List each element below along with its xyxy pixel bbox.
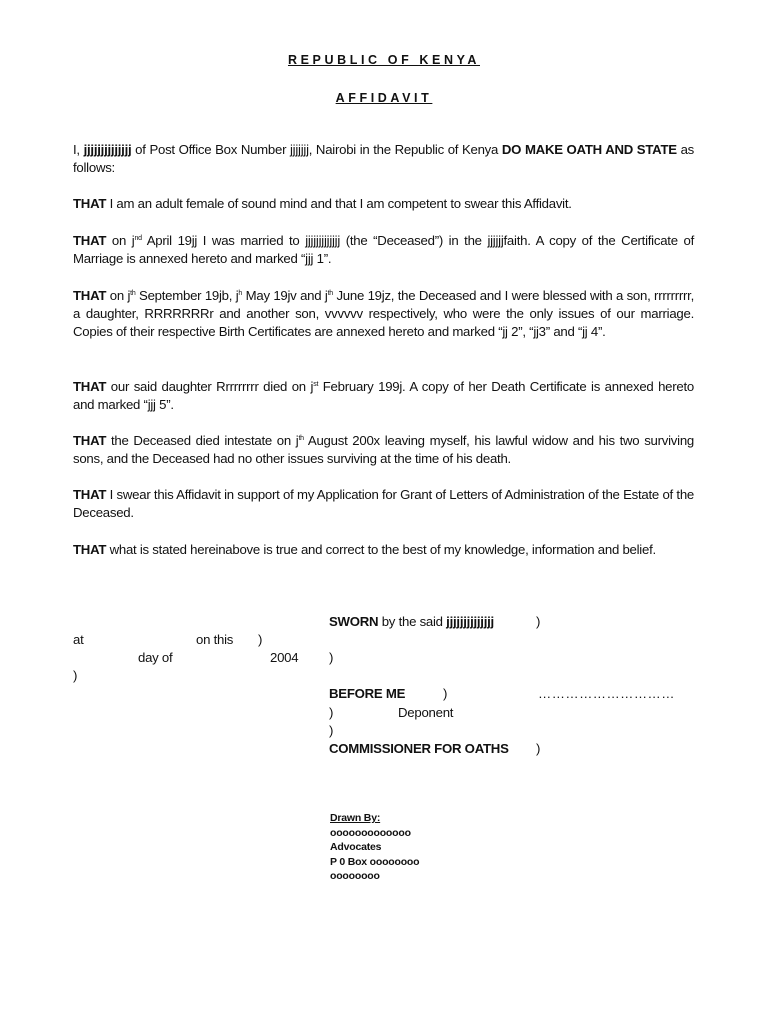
- drawn-by-firm: ooooooooooooo: [330, 826, 411, 839]
- at-label: at: [73, 632, 84, 647]
- sworn-label: SWORN: [329, 614, 379, 629]
- paragraph-7-text: what is stated hereinabove is true and correct to the best of my knowledge, information and belief.: [106, 542, 656, 557]
- paragraph-2: [73, 232, 694, 268]
- ordinal-suffix: th: [298, 435, 304, 442]
- ordinal-suffix: th: [327, 290, 333, 297]
- on-this-label: on this: [196, 632, 234, 647]
- oath-phrase: DO MAKE OATH AND STATE: [501, 142, 677, 157]
- paragraph-3: [73, 287, 694, 341]
- paragraph-1: [73, 195, 694, 213]
- deponent-name: jjjjjjjjjjjjjj: [83, 142, 132, 157]
- affidavit-title: AFFIDAVIT: [335, 91, 433, 105]
- that-label: THAT: [73, 542, 107, 557]
- drawn-by-heading: Drawn By:: [330, 812, 381, 824]
- bracket: ): [329, 650, 334, 665]
- paragraph-5-text-a: the Deceased died intestate on j: [106, 433, 299, 448]
- paragraph-3-text-b: September 19jb, j: [135, 288, 239, 303]
- commissioner-label: COMMISSIONER FOR OATHS: [329, 741, 509, 756]
- bracket: ): [536, 614, 541, 629]
- deponent-label: Deponent: [398, 705, 454, 720]
- day-of-label: day of: [138, 650, 173, 665]
- paragraph-2-text-b: April 19jj I was married to jjjjjjjjjjjjj (the “Deceased”) in the jjjjjjfaith. A copy of the Certificate of Marriage is annexed hereto and marked “jjj 1”.: [73, 233, 694, 266]
- ordinal-suffix: h: [238, 290, 243, 297]
- paragraph-5: [73, 432, 694, 468]
- ordinal-suffix: th: [130, 290, 136, 297]
- paragraph-4-text-b: February 199j. A copy of her Death Certificate is annexed hereto and marked “jjj 5”.: [73, 379, 694, 412]
- ordinal-suffix: nd: [134, 235, 142, 242]
- bracket: ): [258, 632, 263, 647]
- bracket: ): [536, 741, 541, 756]
- paragraph-3-text-c: May 19jv and j: [242, 288, 328, 303]
- sworn-line: [329, 613, 494, 631]
- ordinal-suffix: st: [313, 381, 319, 388]
- paragraph-4-text-a: our said daughter Rrrrrrrrr died on j: [106, 379, 314, 394]
- paragraph-2-text-a: on j: [106, 233, 135, 248]
- paragraph-1-text: I am an adult female of sound mind and that I am competent to swear this Affidavit.: [106, 196, 572, 211]
- that-label: THAT: [73, 233, 107, 248]
- that-label: THAT: [73, 379, 107, 394]
- drawn-by-box: P 0 Box oooooooo: [330, 855, 420, 868]
- intro-mid: of Post Office Box Number jjjjjjj, Nairobi in the Republic of Kenya: [131, 142, 502, 157]
- sworn-by-said: by the said: [378, 614, 447, 629]
- drawn-by-advocates: Advocates: [330, 841, 382, 853]
- that-label: THAT: [73, 288, 107, 303]
- that-label: THAT: [73, 196, 107, 211]
- sworn-name: jjjjjjjjjjjjjj: [446, 614, 494, 629]
- paragraph-4: [73, 378, 694, 414]
- intro-paragraph: [73, 141, 694, 177]
- paragraph-7: [73, 541, 694, 559]
- paragraph-3-text-d: June 19jz, the Deceased and I were blessed with a son, rrrrrrrrr, a daughter, RRRRRRRr and another son, vvvvvv respectively, who were the only issues of our marriage. Copies of their respective Birth Certificates are annexed hereto and marked “jj 2”, “jj3” and “jj 4”.: [73, 288, 695, 339]
- bracket: ): [329, 705, 334, 720]
- bracket: ): [73, 668, 78, 683]
- paragraph-6-text: I swear this Affidavit in support of my Application for Grant of Letters of Administration of the Estate of the Deceased.: [73, 487, 694, 520]
- drawn-by-city: oooooooo: [330, 870, 380, 882]
- that-label: THAT: [73, 433, 107, 448]
- year-label: 2004: [270, 650, 299, 665]
- bracket: ): [443, 686, 448, 701]
- signature-dots: …………………………: [538, 686, 675, 701]
- before-me-label: BEFORE ME: [329, 686, 406, 701]
- paragraph-5-text-b: August 200x leaving myself, his lawful widow and his two surviving sons, and the Deceased had no other issues surviving at the time of his death.: [73, 433, 694, 466]
- intro-tail: as follows:: [73, 142, 695, 175]
- intro-i: I,: [73, 142, 84, 157]
- paragraph-6: [73, 486, 694, 522]
- paragraph-3-text-a: on j: [106, 288, 131, 303]
- drawn-by-block: [330, 811, 419, 884]
- bracket: ): [329, 723, 334, 738]
- that-label: THAT: [73, 487, 107, 502]
- republic-heading: REPUBLIC OF KENYA: [287, 53, 480, 67]
